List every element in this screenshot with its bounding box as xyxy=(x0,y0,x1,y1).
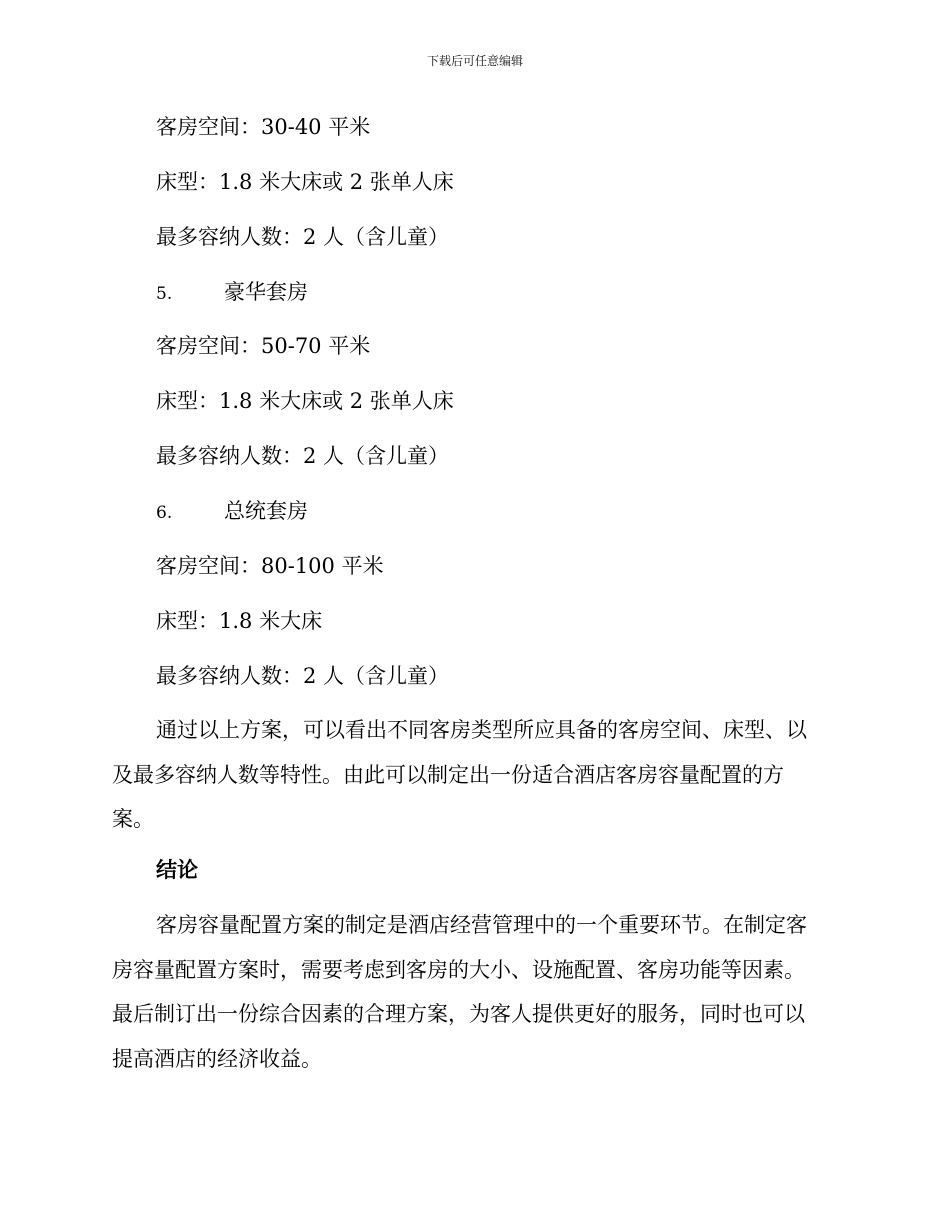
list-number: 5. xyxy=(156,284,173,304)
max-occupancy-line: 最多容纳人数：2 人（含儿童） xyxy=(156,444,450,468)
max-occupancy-line: 最多容纳人数：2 人（含儿童） xyxy=(156,664,450,688)
list-item-deluxe-suite xyxy=(156,277,308,309)
list-item-presidential-suite xyxy=(156,496,308,528)
bed-type-line: 床型：1.8 米大床或 2 张单人床 xyxy=(156,170,454,194)
paragraph-line: 客房容量配置方案的制定是酒店经营管理中的一个重要环节。在制定客 xyxy=(156,913,807,937)
list-number: 6. xyxy=(156,503,173,523)
room-space-line: 客房空间：50-70 平米 xyxy=(156,334,371,358)
paragraph-line: 房容量配置方案时，需要考虑到客房的大小、设施配置、客房功能等因素。 xyxy=(112,957,805,982)
conclusion-paragraph xyxy=(112,910,836,1088)
max-occupancy-line: 最多容纳人数：2 人（含儿童） xyxy=(156,225,450,249)
conclusion-heading: 结论 xyxy=(156,858,198,882)
page-header: 下载后可任意编辑 xyxy=(426,54,523,68)
room-space-line: 客房空间：30-40 平米 xyxy=(156,115,371,139)
paragraph-line: 案。 xyxy=(112,807,154,831)
room-space-line: 客房空间：80-100 平米 xyxy=(156,554,384,578)
list-title: 总统套房 xyxy=(224,499,308,523)
summary-paragraph xyxy=(112,715,836,849)
paragraph-line: 及最多容纳人数等特性。由此可以制定出一份适合酒店客房容量配置的方 xyxy=(112,762,784,787)
paragraph-line: 提高酒店的经济收益。 xyxy=(112,1046,322,1071)
list-title: 豪华套房 xyxy=(224,280,308,304)
bed-type-line: 床型：1.8 米大床 xyxy=(156,609,323,633)
paragraph-line: 最后制订出一份综合因素的合理方案，为客人提供更好的服务，同时也可以 xyxy=(112,1002,805,1026)
paragraph-line: 通过以上方案，可以看出不同客房类型所应具备的客房空间、床型、以 xyxy=(156,718,807,742)
bed-type-line: 床型：1.8 米大床或 2 张单人床 xyxy=(156,389,454,413)
